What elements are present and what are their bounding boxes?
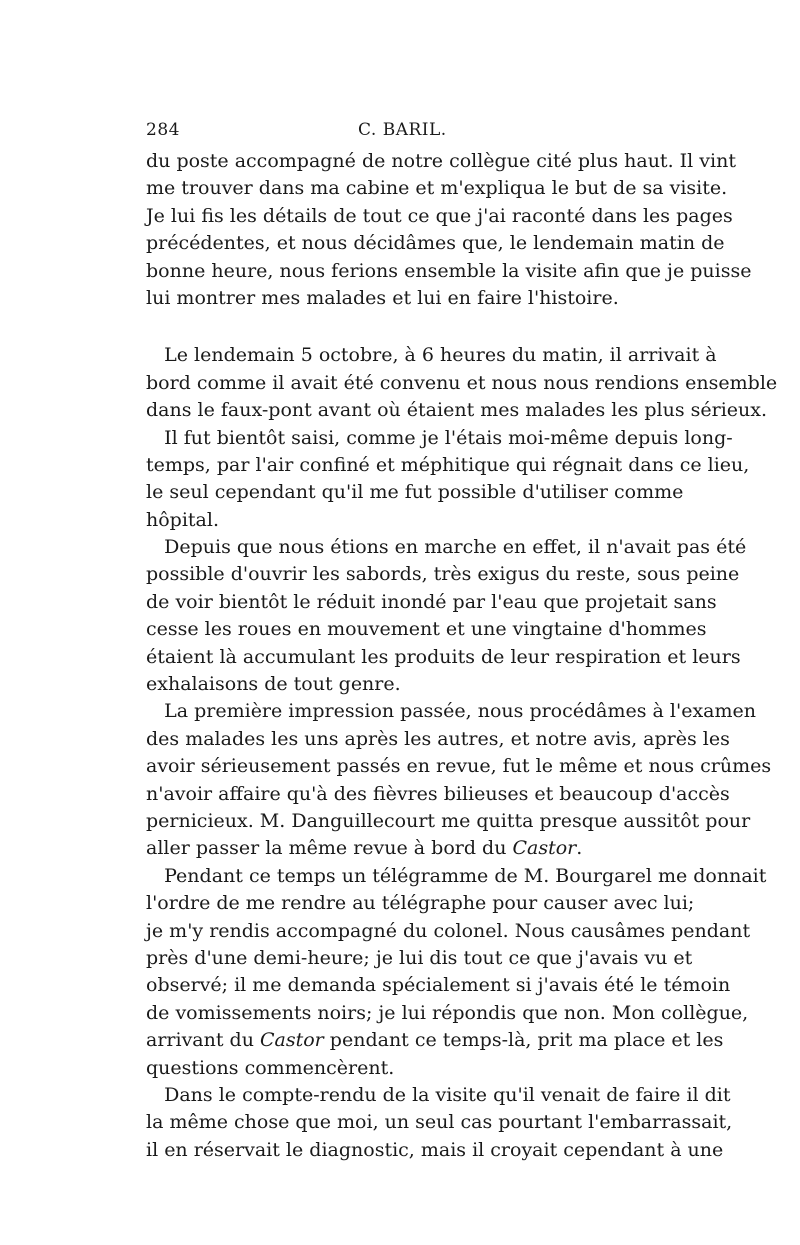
text-line: me trouver dans ma cabine et m'expliqua le but de sa visite.: [146, 177, 728, 200]
ship-name: Castor: [512, 837, 577, 860]
section-gap: [146, 312, 680, 342]
page-number: 284: [146, 120, 180, 140]
text-line: [146, 534, 747, 561]
text-line: bord comme il avait été convenu et nous nous rendions ensemble: [146, 371, 778, 394]
text-line: n'avoir affaire qu'à des fièvres bilieuses et beaucoup d'accès: [146, 782, 730, 805]
text-line: Je lui fis les détails de tout ce que j'ai raconté dans les pages: [146, 204, 733, 227]
text-line: de voir bientôt le réduit inondé par l'eau que projetait sans: [146, 590, 717, 613]
text-line: près d'une demi-heure; je lui dis tout ce que j'avais vu et: [146, 946, 693, 969]
text-line: [146, 342, 717, 369]
text-line-content: aller passer la même revue à bord du: [146, 837, 513, 860]
text-line-content: arrivant du: [146, 1029, 260, 1052]
text-line: [146, 698, 757, 725]
text-line-content: .: [576, 837, 583, 860]
text-line: observé; il me demanda spécialement si j'avais été le témoin: [146, 974, 731, 997]
paragraph: [146, 863, 767, 1082]
text-line: étaient là accumulant les produits de leur respiration et leurs: [146, 645, 741, 668]
text-line-content: Dans le compte-rendu de la visite qu'il venait de faire il dit: [164, 1083, 731, 1106]
text-line: exhalaisons de tout genre.: [146, 673, 401, 696]
text-line: [146, 1027, 724, 1054]
text-line-content: Pendant ce temps un télégramme de M. Bourgarel me donnait: [164, 864, 767, 887]
text-line: [146, 863, 767, 890]
text-line-content: Depuis que nous étions en marche en effet, il n'avait pas été: [164, 536, 747, 559]
text-line: bonne heure, nous ferions ensemble la visite afin que je puisse: [146, 259, 752, 282]
text-line: la même chose que moi, un seul cas pourtant l'embarrassait,: [146, 1111, 733, 1134]
text-line: je m'y rendis accompagné du colonel. Nous causâmes pendant: [146, 919, 751, 942]
text-line-content: La première impression passée, nous procédâmes à l'examen: [164, 700, 757, 723]
text-line: il en réservait le diagnostic, mais il croyait cependant à une: [146, 1138, 724, 1161]
paragraph: [146, 425, 750, 535]
text-line-content: pendant ce temps-là, prit ma place et les: [323, 1029, 724, 1052]
text-line: le seul cependant qu'il me fut possible d'utiliser comme: [146, 481, 684, 504]
text-line: questions commencèrent.: [146, 1056, 395, 1079]
text-line: lui montrer mes malades et lui en faire l'histoire.: [146, 286, 619, 309]
running-title: C. BARIL.: [358, 120, 447, 140]
text-line: avoir sérieusement passés en revue, fut le même et nous crûmes: [146, 755, 772, 778]
text-line: temps, par l'air confiné et méphitique qui régnait dans ce lieu,: [146, 453, 750, 476]
text-line-content: Le lendemain 5 octobre, à 6 heures du matin, il arrivait à: [164, 344, 717, 367]
book-page: [146, 0, 778, 1161]
page-header: [146, 120, 680, 140]
text-line: des malades les uns après les autres, et notre avis, après les: [146, 727, 730, 750]
text-line: cesse les roues en mouvement et une vingtaine d'hommes: [146, 618, 707, 641]
text-line: possible d'ouvrir les sabords, très exigus du reste, sous peine: [146, 563, 740, 586]
text-line: [146, 1082, 731, 1109]
paragraph: [146, 148, 752, 312]
text-line: de vomissements noirs; je lui répondis que non. Mon collègue,: [146, 1001, 749, 1024]
text-line: du poste accompagné de notre collègue cité plus haut. Il vint: [146, 150, 736, 172]
text-line: [146, 835, 680, 862]
text-line: précédentes, et nous décidâmes que, le lendemain matin de: [146, 232, 725, 255]
body-text: [146, 148, 778, 1164]
text-line-content: Il fut bientôt saisi, comme je l'étais moi-même depuis long-: [164, 426, 733, 449]
text-line: pernicieux. M. Danguillecourt me quitta presque aussitôt pour: [146, 809, 751, 832]
paragraph: [146, 342, 778, 424]
paragraph: [146, 1082, 733, 1164]
text-line: dans le faux-pont avant où étaient mes malades les plus sérieux.: [146, 399, 768, 422]
text-line: [146, 425, 733, 452]
text-line: hôpital.: [146, 508, 219, 531]
text-line: l'ordre de me rendre au télégraphe pour causer avec lui;: [146, 892, 695, 915]
paragraph: [146, 534, 747, 698]
ship-name: Castor: [259, 1029, 324, 1052]
paragraph: [146, 698, 772, 862]
